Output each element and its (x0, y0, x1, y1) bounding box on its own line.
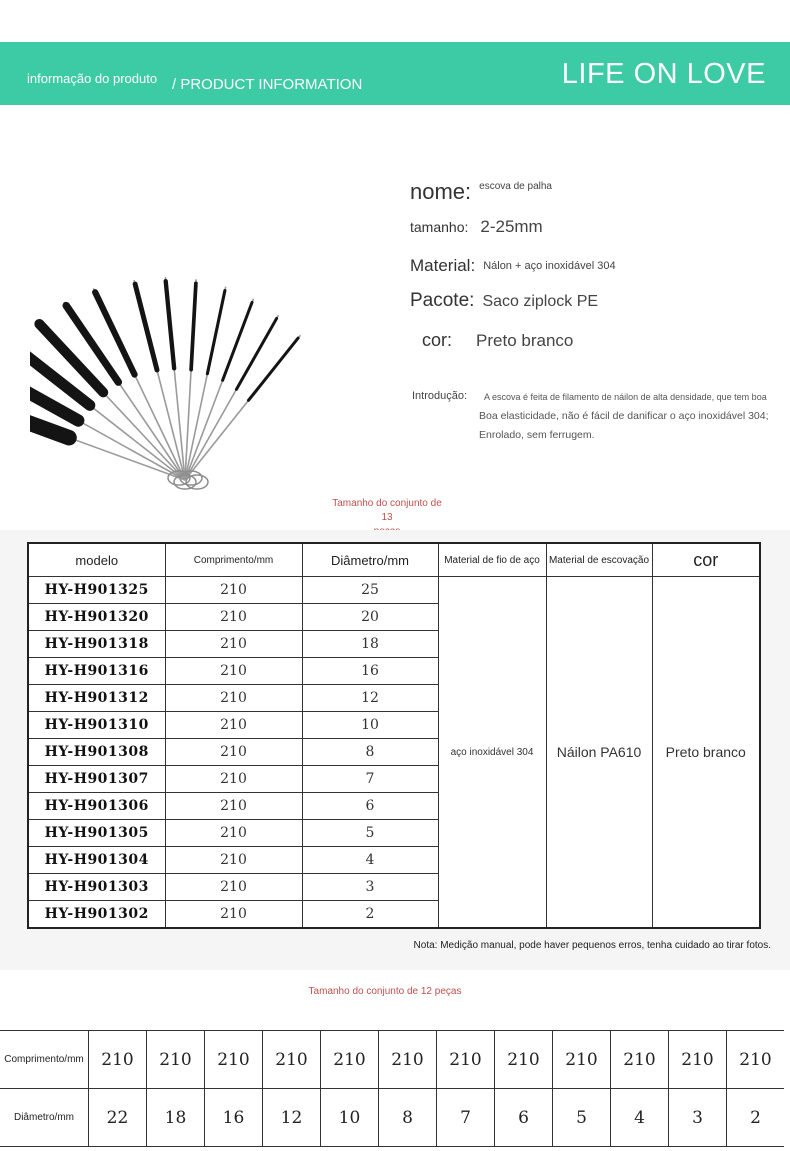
model-cell: HY-H901312 (28, 685, 165, 712)
length-value-cell: 210 (147, 1031, 205, 1089)
length-cell: 210 (165, 712, 302, 739)
spec-color-label: cor: (422, 330, 453, 350)
brand-name: LIFE ON LOVE (561, 58, 766, 90)
spec-material (410, 256, 616, 276)
spec-name (410, 179, 552, 205)
diameter-cell: 3 (302, 874, 438, 901)
set13-table (27, 542, 761, 929)
model-cell: HY-H901318 (28, 631, 165, 658)
model-cell: HY-H901307 (28, 766, 165, 793)
model-cell: HY-H901316 (28, 658, 165, 685)
length-cell: 210 (165, 604, 302, 631)
diameter-value-cell: 2 (727, 1089, 785, 1147)
brush-bristles (39, 324, 103, 392)
spec-size-label: tamanho: (410, 219, 469, 235)
spec-package (410, 290, 598, 312)
diameter-cell: 5 (302, 820, 438, 847)
set12-diameter-label: Diâmetro/mm (0, 1089, 89, 1147)
diameter-value-cell: 5 (553, 1089, 611, 1147)
model-cell: HY-H901325 (28, 577, 165, 604)
spec-name-label: nome: (410, 179, 472, 204)
set12-length-row (0, 1031, 784, 1089)
model-cell: HY-H901310 (28, 712, 165, 739)
diameter-value-cell: 7 (437, 1089, 495, 1147)
brush-material-cell: Náilon PA610 (546, 577, 652, 929)
length-cell: 210 (165, 739, 302, 766)
length-cell: 210 (165, 631, 302, 658)
brush-bristles (66, 306, 118, 383)
intro-line-2: Boa elasticidade, não é fácil de danificar o aço inoxidável 304; (479, 410, 769, 422)
banner-subtitle-en: / PRODUCT INFORMATION (172, 76, 363, 93)
length-cell: 210 (165, 820, 302, 847)
brush-bristles (207, 291, 225, 374)
table-row (28, 577, 760, 604)
length-value-cell: 210 (263, 1031, 321, 1089)
diameter-value-cell: 22 (89, 1089, 147, 1147)
spec-color (422, 330, 573, 351)
diameter-value-cell: 3 (669, 1089, 727, 1147)
diameter-value-cell: 6 (495, 1089, 553, 1147)
header-steel-material: Material de fio de aço (438, 543, 546, 577)
model-cell: HY-H901306 (28, 793, 165, 820)
diameter-cell: 16 (302, 658, 438, 685)
set13-table-section (0, 530, 790, 970)
model-cell: HY-H901303 (28, 874, 165, 901)
model-cell: HY-H901320 (28, 604, 165, 631)
diameter-value-cell: 16 (205, 1089, 263, 1147)
diameter-cell: 6 (302, 793, 438, 820)
diameter-cell: 10 (302, 712, 438, 739)
spec-name-value: escova de palha (479, 181, 552, 192)
diameter-cell: 12 (302, 685, 438, 712)
header-model: modelo (28, 543, 165, 577)
spec-package-value: Saco ziplock PE (482, 293, 599, 310)
length-cell: 210 (165, 685, 302, 712)
header-brush-material: Material de escovação (546, 543, 652, 577)
length-value-cell: 210 (379, 1031, 437, 1089)
diameter-cell: 18 (302, 631, 438, 658)
brush-bristles (191, 283, 196, 369)
set12-table (0, 1030, 784, 1147)
brush-wire (30, 403, 185, 480)
steel-material-cell: aço inoxidável 304 (438, 577, 546, 929)
diameter-cell: 4 (302, 847, 438, 874)
diameter-cell: 8 (302, 739, 438, 766)
diameter-value-cell: 10 (321, 1089, 379, 1147)
spec-material-label: Material: (410, 256, 476, 275)
diameter-cell: 20 (302, 604, 438, 631)
set12-diameter-row (0, 1089, 784, 1147)
banner-subtitle-pt: informação do produto (27, 71, 158, 86)
diameter-cell: 7 (302, 766, 438, 793)
intro-line-1: A escova é feita de filamento de náilon de alta densidade, que tem boa (484, 392, 767, 402)
model-cell: HY-H901304 (28, 847, 165, 874)
length-value-cell: 210 (89, 1031, 147, 1089)
intro-line-3: Enrolado, sem ferrugem. (479, 429, 595, 441)
diameter-value-cell: 18 (147, 1089, 205, 1147)
spec-package-label: Pacote: (410, 290, 475, 311)
set12-length-label: Comprimento/mm (0, 1031, 89, 1089)
spec-size-value: 2-25mm (480, 217, 543, 236)
diameter-cell: 25 (302, 577, 438, 604)
brush-set-image (30, 215, 370, 500)
length-cell: 210 (165, 793, 302, 820)
diameter-cell: 2 (302, 901, 438, 929)
header-diameter: Diâmetro/mm (302, 543, 438, 577)
set13-caption-line1: Tamanho do conjunto de 13 (332, 498, 442, 523)
diameter-value-cell: 8 (379, 1089, 437, 1147)
color-cell: Preto branco (652, 577, 760, 929)
length-value-cell: 210 (205, 1031, 263, 1089)
length-value-cell: 210 (727, 1031, 785, 1089)
length-value-cell: 210 (495, 1031, 553, 1089)
length-value-cell: 210 (553, 1031, 611, 1089)
length-cell: 210 (165, 577, 302, 604)
length-cell: 210 (165, 901, 302, 929)
keyring (186, 475, 208, 489)
length-cell: 210 (165, 766, 302, 793)
model-cell: HY-H901302 (28, 901, 165, 929)
intro-text (479, 388, 779, 445)
brush-bristles (135, 284, 157, 370)
length-cell: 210 (165, 658, 302, 685)
length-value-cell: 210 (669, 1031, 727, 1089)
intro-label: Introdução: (412, 390, 468, 402)
length-value-cell: 210 (611, 1031, 669, 1089)
spec-color-value: Preto branco (476, 331, 574, 350)
brush-bristles (166, 281, 174, 368)
model-cell: HY-H901308 (28, 739, 165, 766)
brush-bristles (248, 338, 298, 400)
spec-material-value: Nálon + aço inoxidável 304 (483, 260, 616, 272)
set13-header-row (28, 543, 760, 577)
length-cell: 210 (165, 874, 302, 901)
length-value-cell: 210 (321, 1031, 379, 1089)
diameter-value-cell: 4 (611, 1089, 669, 1147)
length-cell: 210 (165, 847, 302, 874)
diameter-value-cell: 12 (263, 1089, 321, 1147)
header-color: cor (652, 543, 760, 577)
length-value-cell: 210 (437, 1031, 495, 1089)
header-length: Comprimento/mm (165, 543, 302, 577)
spec-size (410, 217, 543, 237)
set12-caption: Tamanho do conjunto de 12 peças (308, 986, 462, 997)
model-cell: HY-H901305 (28, 820, 165, 847)
product-info-banner (0, 42, 790, 105)
measurement-note: Nota: Medição manual, pode haver pequenos erros, tenha cuidado ao tirar fotos. (413, 940, 771, 951)
